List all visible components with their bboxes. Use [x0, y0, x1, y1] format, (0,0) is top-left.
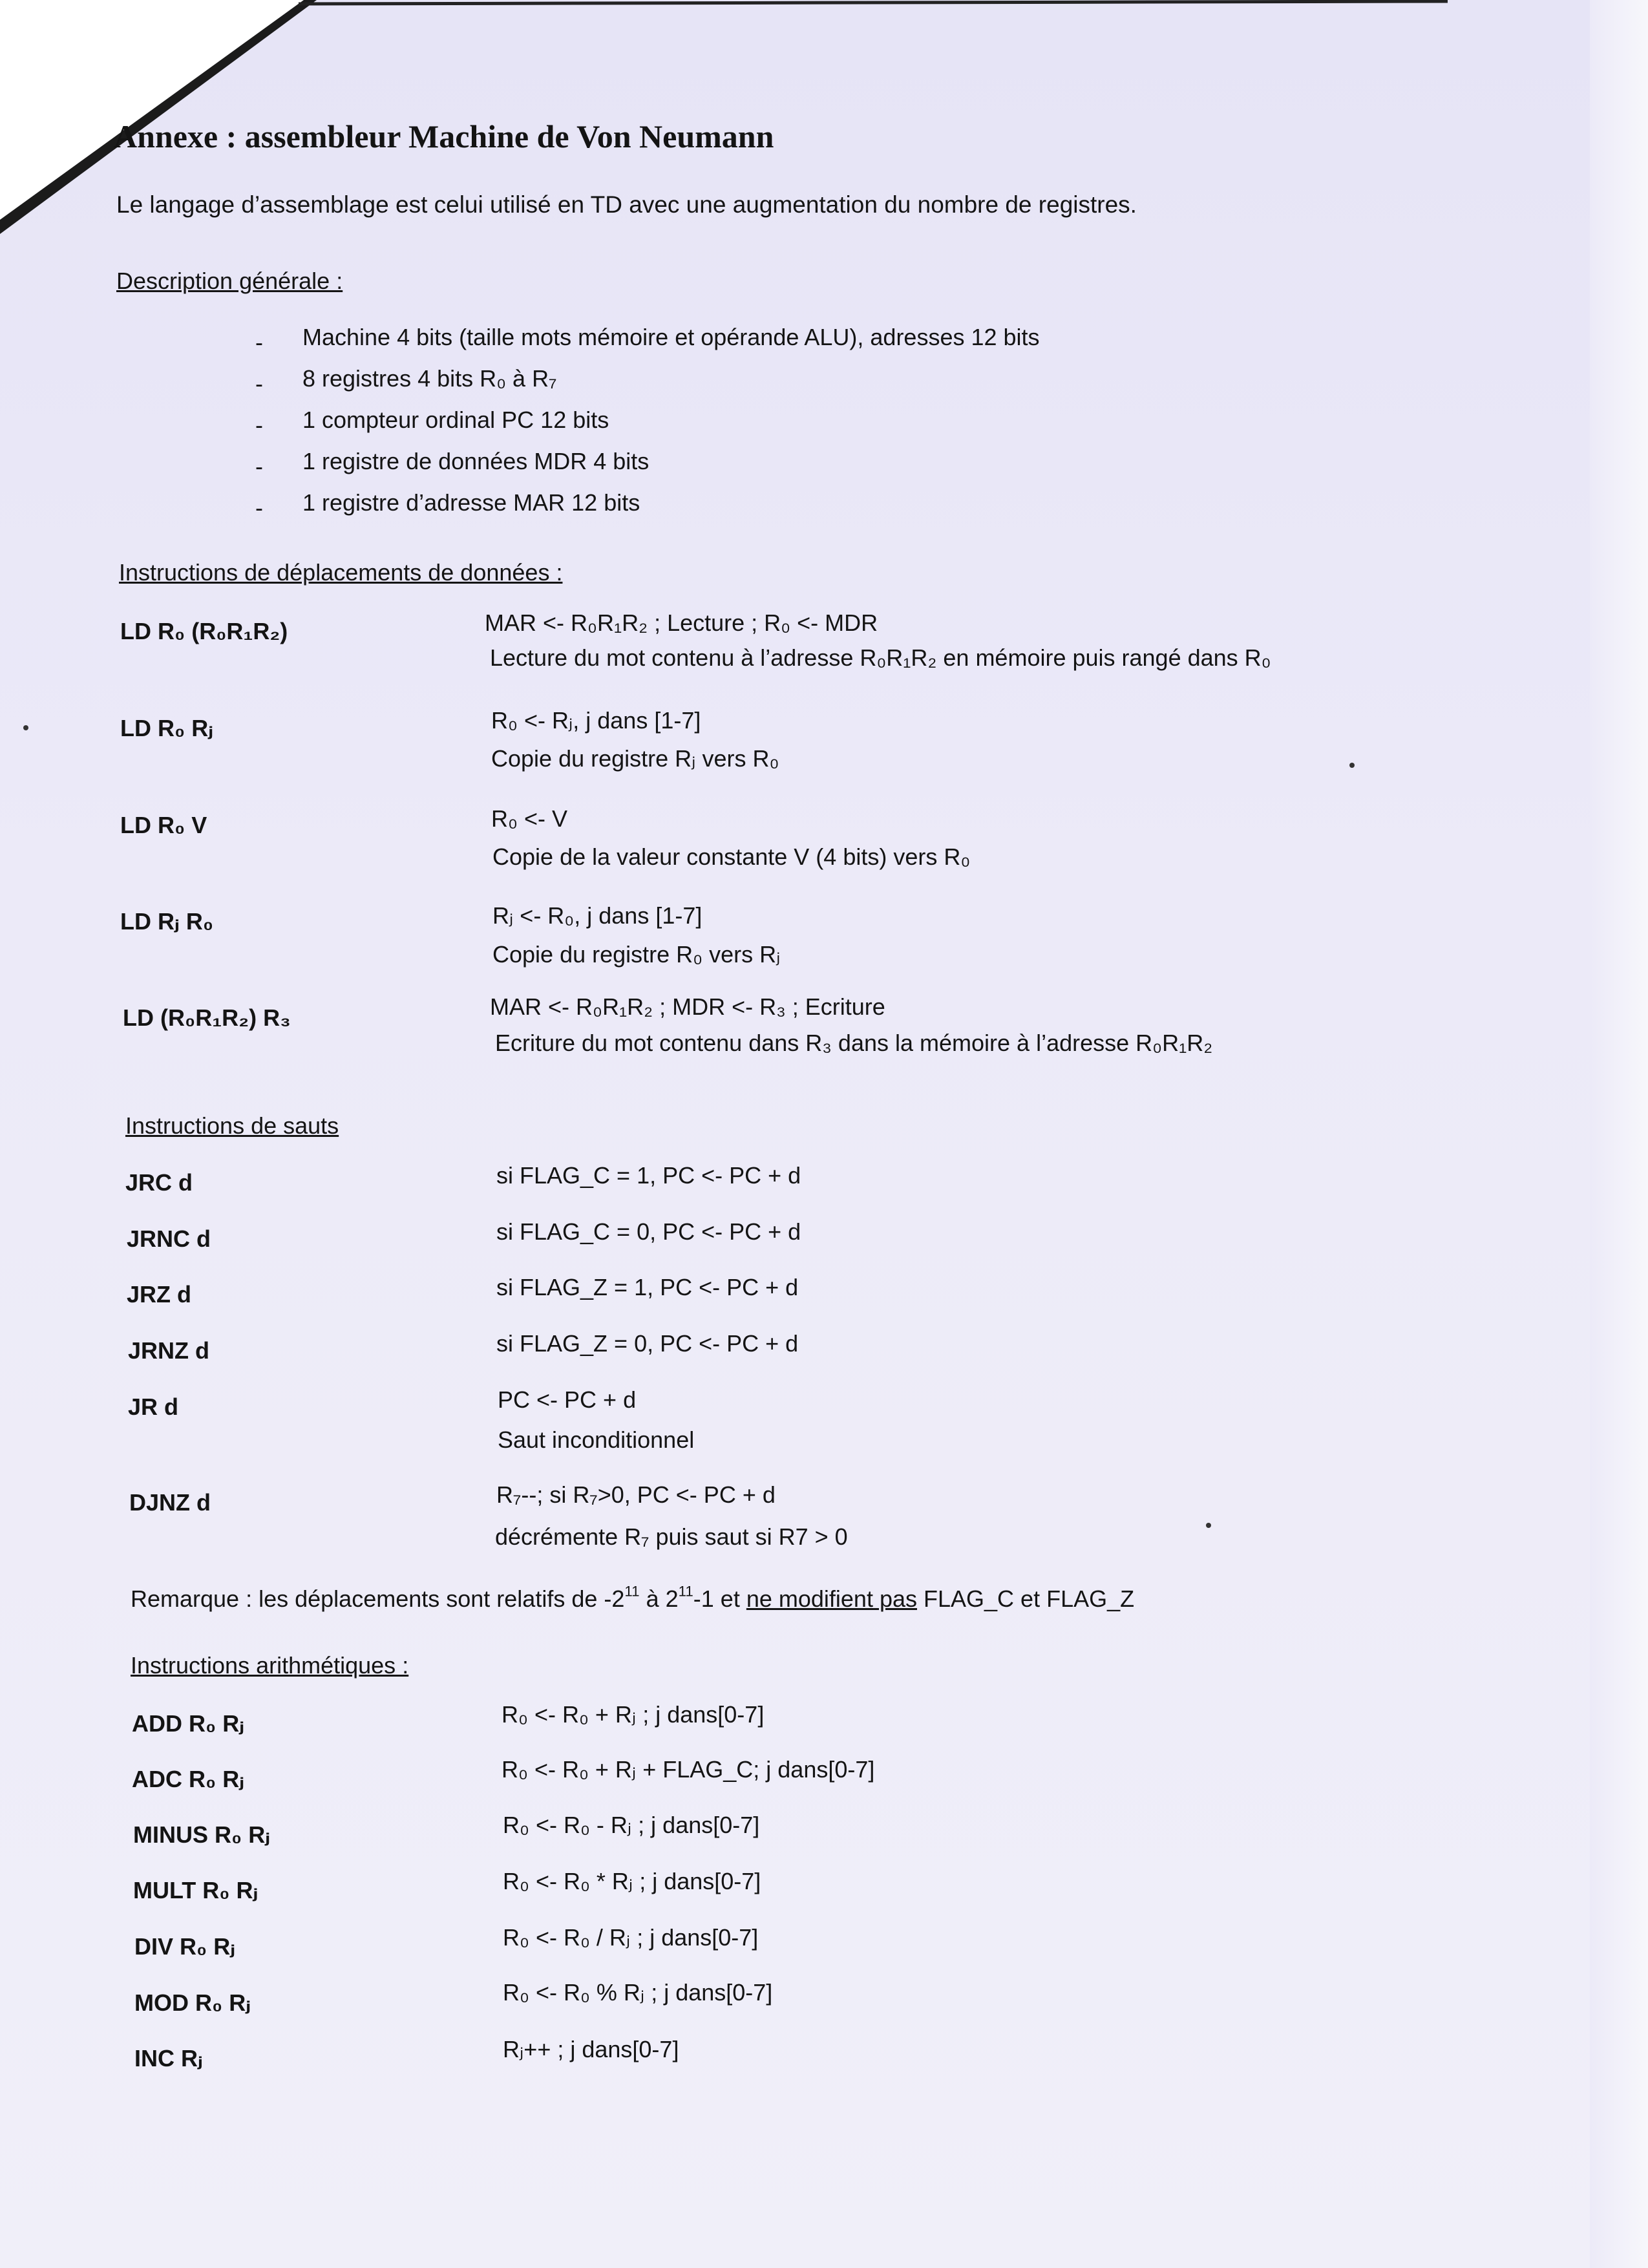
instruction-mnemonic: JR d	[128, 1394, 179, 1420]
instruction-effect: R₀ <- V	[491, 805, 567, 832]
instruction-effect: si FLAG_Z = 1, PC <- PC + d	[496, 1274, 799, 1300]
instruction-description: Copie du registre Rⱼ vers R₀	[491, 745, 779, 772]
remark-text: à 2	[639, 1585, 679, 1612]
remark-exponent: 11	[678, 1583, 693, 1600]
instruction-mnemonic: DIV R₀ Rⱼ	[134, 1933, 236, 1960]
bullet-dash: -	[255, 370, 263, 397]
remark-exponent: 11	[624, 1583, 640, 1600]
instruction-description: Lecture du mot contenu à l’adresse R₀R₁R₂ en mémoire puis rangé dans R₀	[490, 644, 1271, 671]
instruction-description: Ecriture du mot contenu dans R₃ dans la mémoire à l’adresse R₀R₁R₂	[495, 1030, 1213, 1056]
list-item: 8 registres 4 bits R₀ à R₇	[302, 365, 557, 392]
instruction-mnemonic: INC Rⱼ	[134, 2045, 203, 2072]
instruction-effect: si FLAG_C = 0, PC <- PC + d	[496, 1218, 801, 1245]
instruction-effect: MAR <- R₀R₁R₂ ; Lecture ; R₀ <- MDR	[485, 609, 878, 636]
bullet-dash: -	[255, 453, 263, 480]
instruction-mnemonic: JRNZ d	[128, 1337, 209, 1364]
instruction-mnemonic: MULT R₀ Rⱼ	[133, 1877, 259, 1903]
instruction-mnemonic: JRNC d	[127, 1225, 211, 1252]
instruction-effect: si FLAG_C = 1, PC <- PC + d	[496, 1162, 801, 1189]
instruction-effect: R₀ <- R₀ - Rⱼ ; j dans[0-7]	[503, 1812, 760, 1838]
instruction-mnemonic: LD (R₀R₁R₂) R₃	[123, 1004, 291, 1031]
bullet-dash: -	[255, 412, 263, 438]
instruction-mnemonic: ADC R₀ Rⱼ	[132, 1766, 245, 1792]
paper-speck	[1349, 763, 1355, 768]
list-item: 1 compteur ordinal PC 12 bits	[302, 407, 609, 433]
arith-heading: Instructions arithmétiques :	[131, 1652, 409, 1679]
general-heading: Description générale :	[116, 268, 343, 294]
moves-heading: Instructions de déplacements de données :	[119, 559, 563, 586]
instruction-mnemonic: ADD R₀ Rⱼ	[132, 1710, 245, 1737]
instruction-effect: R₀ <- R₀ + Rⱼ ; j dans[0-7]	[502, 1701, 765, 1728]
instruction-effect: si FLAG_Z = 0, PC <- PC + d	[496, 1330, 799, 1357]
instruction-mnemonic: JRZ d	[127, 1281, 192, 1308]
remark-emphasis: ne modifient pas	[746, 1585, 917, 1612]
instruction-effect: R₀ <- R₀ / Rⱼ ; j dans[0-7]	[503, 1924, 759, 1951]
remark-text: FLAG_C et FLAG_Z	[917, 1585, 1135, 1612]
intro-text: Le langage d’assemblage est celui utilisé en TD avec une augmentation du nombre de registres.	[116, 191, 1137, 218]
list-item: Machine 4 bits (taille mots mémoire et opérande ALU), adresses 12 bits	[302, 324, 1040, 350]
instruction-mnemonic: DJNZ d	[129, 1489, 211, 1516]
instruction-effect: R₀ <- Rⱼ, j dans [1-7]	[491, 707, 701, 734]
instruction-description: Copie du registre R₀ vers Rⱼ	[492, 941, 781, 968]
instruction-description: décrémente R₇ puis saut si R7 > 0	[495, 1523, 848, 1550]
paper-speck	[1206, 1523, 1211, 1528]
instruction-effect: R₀ <- R₀ * Rⱼ ; j dans[0-7]	[503, 1868, 761, 1894]
remark-text: Remarque : les déplacements sont relatifs de -2	[131, 1585, 625, 1612]
instruction-effect: MAR <- R₀R₁R₂ ; MDR <- R₃ ; Ecriture	[490, 993, 885, 1020]
instruction-mnemonic: JRC d	[125, 1169, 193, 1196]
instruction-description: Copie de la valeur constante V (4 bits) vers R₀	[492, 843, 971, 870]
instruction-description: Saut inconditionnel	[498, 1426, 695, 1453]
instruction-effect: R₀ <- R₀ + Rⱼ + FLAG_C; j dans[0-7]	[502, 1756, 875, 1783]
instruction-effect: Rⱼ++ ; j dans[0-7]	[503, 2036, 679, 2062]
instruction-mnemonic: LD R₀ V	[120, 812, 207, 838]
jumps-remark	[131, 1585, 1134, 1613]
instruction-effect: Rⱼ <- R₀, j dans [1-7]	[492, 902, 703, 929]
jumps-heading: Instructions de sauts	[125, 1112, 339, 1139]
instruction-effect: PC <- PC + d	[498, 1386, 637, 1413]
remark-text: -1 et	[693, 1585, 746, 1612]
list-item: 1 registre d’adresse MAR 12 bits	[302, 489, 640, 516]
instruction-mnemonic: MOD R₀ Rⱼ	[134, 1989, 251, 2016]
instruction-effect: R₀ <- R₀ % Rⱼ ; j dans[0-7]	[503, 1979, 773, 2006]
paper-speck	[23, 725, 28, 730]
instruction-mnemonic: LD Rⱼ R₀	[120, 908, 214, 935]
instruction-mnemonic: LD R₀ Rⱼ	[120, 715, 214, 741]
instruction-mnemonic: LD R₀ (R₀R₁R₂)	[120, 618, 288, 644]
page-title: Annexe : assembleur Machine de Von Neumann	[114, 118, 774, 154]
instruction-mnemonic: MINUS R₀ Rⱼ	[133, 1821, 271, 1848]
list-item: 1 registre de données MDR 4 bits	[302, 448, 650, 474]
bullet-dash: -	[255, 494, 263, 521]
instruction-effect: R₇--; si R₇>0, PC <- PC + d	[496, 1481, 776, 1508]
bullet-dash: -	[255, 329, 263, 355]
